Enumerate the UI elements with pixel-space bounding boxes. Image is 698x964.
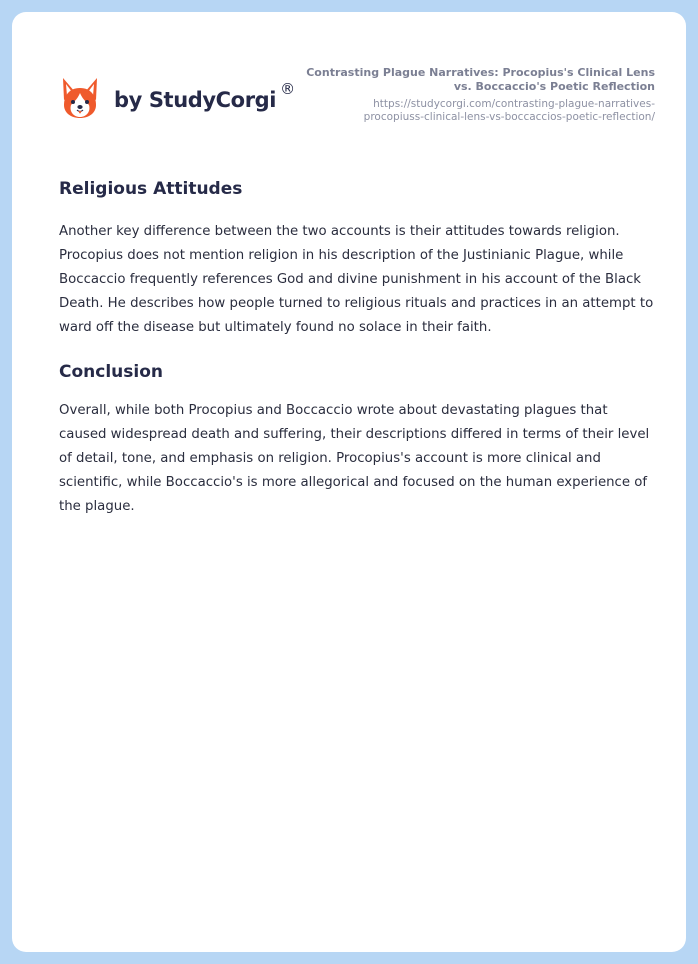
document-meta	[295, 66, 655, 124]
document-title	[295, 66, 655, 94]
document-url-line: https://studycorgi.com/contrasting-plague-narratives-	[373, 98, 655, 110]
document-url[interactable]	[295, 98, 655, 124]
section-heading-conclusion: Conclusion	[59, 362, 163, 382]
studycorgi-logo[interactable]	[60, 76, 295, 120]
document-title-line: vs. Boccaccio's Poetic Reflection	[453, 80, 655, 93]
document-page	[12, 12, 686, 952]
corgi-logo-icon	[60, 76, 100, 120]
document-content	[59, 174, 659, 519]
document-title-line: Contrasting Plague Narratives: Procopius's Clinical Lens	[306, 66, 655, 79]
section-body-conclusion: Overall, while both Procopius and Boccaccio wrote about devastating plagues that caused widespread death and suffering, their descriptions differed in terms of their level of detail, tone, and emphasis on religion. Procopius's account is more clinical and scientific, while Boccaccio's is more allegorical and focused on the human experience of the plague.	[59, 403, 650, 514]
section-heading-religious-attitudes: Religious Attitudes	[59, 179, 243, 199]
brand-name: by StudyCorgi	[114, 88, 277, 112]
document-url-line: procopiuss-clinical-lens-vs-boccaccios-poetic-reflection/	[363, 111, 655, 123]
page-header	[12, 12, 686, 152]
section-body-religious-attitudes: Another key difference between the two accounts is their attitudes towards religion. Procopius does not mention religion in his description of the Justinianic Plague, while Boccaccio frequently references God and divine punishment in his account of the Black Death. He describes how people turned to religious rituals and practices in an attempt to ward off the disease but ultimately found no solace in their faith.	[59, 224, 654, 335]
registered-mark: ®	[280, 80, 296, 98]
